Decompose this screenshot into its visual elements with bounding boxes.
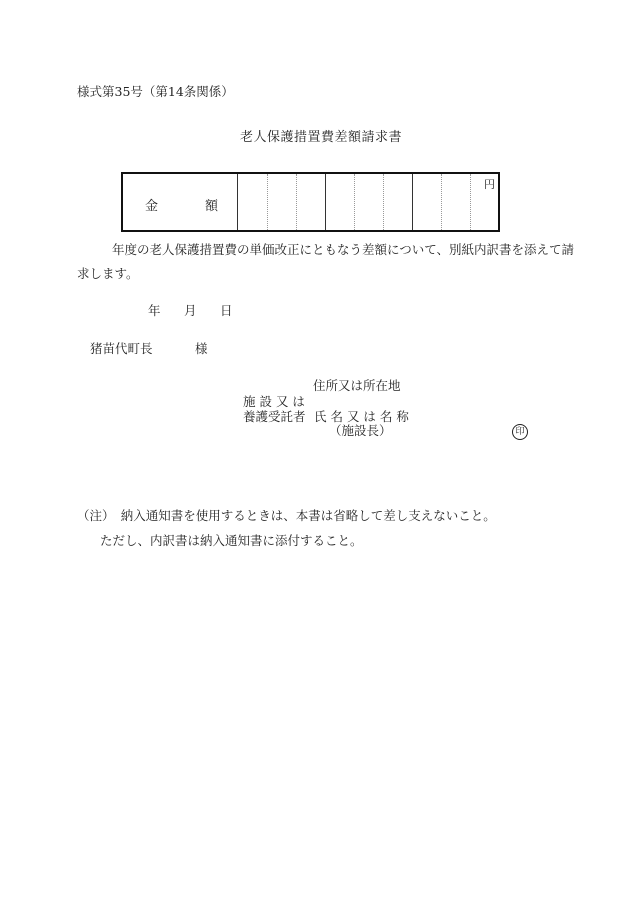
seal-mark: 印 [512,424,528,440]
address-label: 住所又は所在地 [313,378,401,393]
digit-divider [383,174,384,230]
body-line-2: 求します。 [77,266,139,281]
amount-table [121,172,500,232]
form-number: 様式第35号（第14条関係） [77,84,234,99]
amount-label-cell [123,174,238,230]
digit-divider [296,174,297,230]
addressee-name: 猪苗代町長 [90,341,153,356]
digit-divider [441,174,442,230]
amount-label-right: 額 [205,199,219,214]
role-line-2: 養護受託者 [243,409,306,424]
note-line-1: （注） 納入通知書を使用するときは、本書は省略して差し支えないこと。 [77,508,496,523]
role-line-1: 施 設 又 は [243,394,305,409]
body-line-1: 年度の老人保護措置費の単価改正にともなう差額について、別紙内訳書を添えて請 [112,242,575,257]
date-year: 年 [148,303,161,318]
digit-divider [354,174,355,230]
digit-divider [470,174,471,230]
date-month: 月 [184,303,197,318]
name-label: 氏 名 又 は 名 称 [314,409,409,424]
title-label: （施設長） [329,423,392,438]
digit-group-divider [325,174,326,230]
yen-unit: 円 [484,178,495,191]
date-day: 日 [220,303,233,318]
digit-divider [267,174,268,230]
amount-label-left: 金 [145,199,159,214]
digit-group-divider [412,174,413,230]
addressee-honorific: 様 [195,341,208,356]
document-title: 老人保護措置費差額請求書 [240,130,403,145]
note-line-2: ただし、内訳書は納入通知書に添付すること。 [100,533,363,548]
